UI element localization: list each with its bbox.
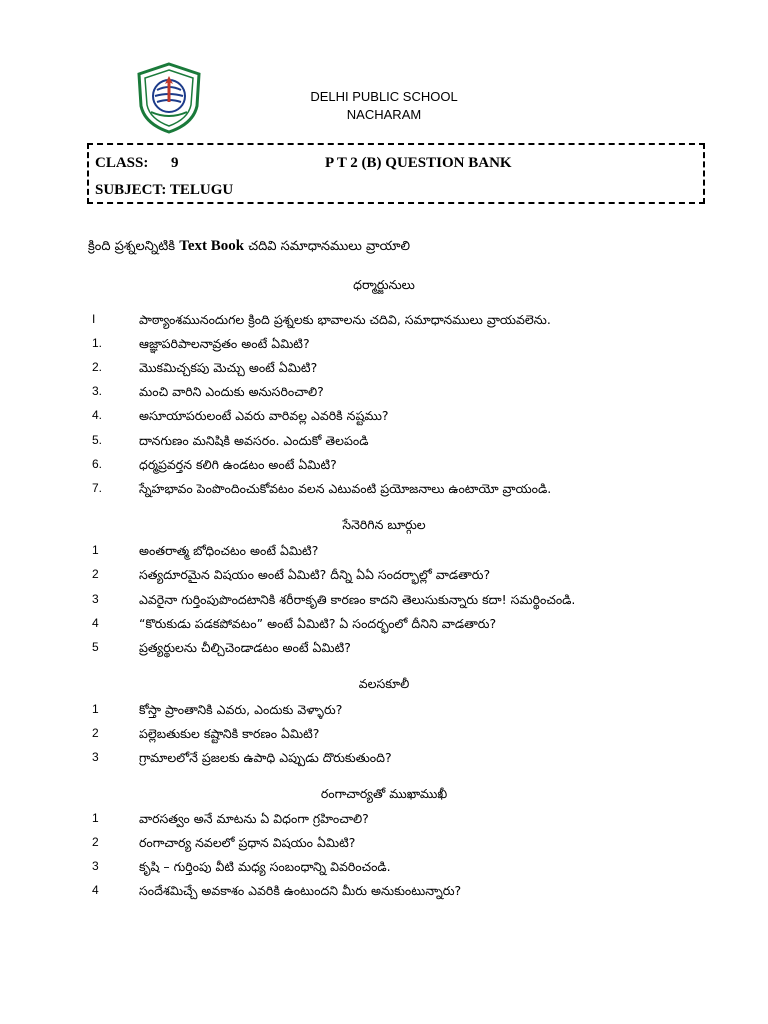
question-row [92,457,712,477]
question-text: అంతరాత్మ బోధించటం అంటే ఏమిటి? [139,543,319,558]
question-number: 1 [92,702,99,716]
question-number: 2 [92,835,99,849]
question-number: 3 [92,591,99,606]
instruction [88,238,410,257]
question-text: అసూయాపరులంటే ఎవరు వారివల్ల ఎవరికి నష్టము? [139,408,389,424]
question-row [92,811,712,831]
question-row [92,883,712,903]
question-row [92,859,712,879]
question-text: వారసత్వం అనే మాటను ఏ విధంగా గ్రహించాలి? [139,811,369,826]
question-number: I [92,312,96,326]
question-row [92,567,712,587]
question-number: 1. [92,336,103,351]
class-value: 9 [171,155,179,171]
question-row [92,750,712,770]
question-text: గ్రామాలలోనే ప్రజలకు ఉపాధి ఎప్పుడు దొరుకుతుంది? [139,750,392,765]
question-text: పల్లెబతుకుల కష్టానికి కారణం ఏమిటి? [139,726,320,741]
question-text: ధర్మప్రవర్తన కలిగి ఉండటం అంటే ఏమిటి? [139,456,337,472]
section-title: ధర్మార్జునులు [353,277,415,292]
question-number: 3 [92,859,99,873]
question-text: కృషి – గుర్తింపు వీటి మధ్య సంబంధాన్ని వివరించండి. [139,859,391,874]
question-number: 2 [92,567,99,582]
exam-title: P T 2 (B) QUESTION BANK [325,155,512,171]
question-number: 5. [92,432,103,447]
question-text: సందేశమిచ్చే అవకాశం ఎవరికి ఉంటుందని మీరు అనుకుంటున్నారు? [139,883,462,898]
question-text: రంగాచార్య నవలలో ప్రధాన విషయం ఏమిటి? [139,835,356,850]
question-number: 4 [92,615,99,630]
question-number: 3. [92,384,103,399]
question-number: 2. [92,360,103,375]
section-title: రంగాచార్యతో ముఖాముఖీ [320,786,448,801]
question-row [92,312,712,332]
question-text: మొకమిచ్చకపు మెచ్చు అంటే ఏమిటి? [139,360,318,376]
question-text: “కొరుకుడు పడకపోవటం” అంటే ఏమిటి? ఏ సందర్భంలో దీనిని వాడతారు? [139,615,497,631]
school-branch: NACHARAM [346,107,422,122]
section-title: సేనెరిగిన బూర్గుల [342,517,426,532]
section-title: వలసకూలీ [358,676,410,691]
question-number: 1 [92,543,99,557]
question-row [92,360,712,380]
question-row [92,408,712,428]
question-row [92,835,712,855]
class-label: CLASS: [95,155,149,171]
instruction-before: క్రింది ప్రశ్నలన్నిటికి [88,239,180,254]
school-name: DELHI PUBLIC SCHOOL [310,89,458,104]
question-text: స్నేహభావం పెంపొందించుకోవటం వలన ఎటువంటి ప్రయోజనాలు ఉంటాయో వ్రాయండి. [139,480,552,496]
question-text: మంచి వారిని ఎందుకు అనుసరించాలి? [139,384,324,400]
question-text: దానగుణం మనిషికి అవసరం. ఎందుకో తెలపండి [139,432,369,448]
question-text: కోస్తా ప్రాంతానికి ఎవరు, ఎందుకు వెళ్ళారు? [139,702,343,717]
question-text: సత్యదూరమైన విషయం అంటే ఏమిటి? దీన్ని ఏఏ సందర్భాల్లో వాడతారు? [139,567,491,583]
question-number: 2 [92,726,99,740]
question-row [92,640,712,660]
question-text: ప్రత్యర్థులను చీల్చిచెండాడటం అంటే ఏమిటి? [139,640,351,656]
exam-header-box [87,143,705,204]
instruction-after: చదివి సమాధానములు వ్రాయాలి [244,239,411,254]
question-row [92,726,712,746]
question-number: 5 [92,640,99,655]
question-row [92,702,712,722]
question-row [92,592,712,612]
question-row [92,543,712,563]
question-number: 3 [92,750,99,764]
question-text: పాఠ్యాంశమునందుగల క్రింది ప్రశ్నలకు భావాలను చదివి, సమాధానములు వ్రాయవలెను. [139,312,551,327]
question-text: ఎవరైనా గుర్తింపుపొందటానికి శరీరాకృతి కారణం కాదని తెలుసుకున్నారు కదా! సమర్థించండి. [139,591,576,607]
question-text: ఆజ్ఞాపరిపాలనావ్రతం అంటే ఏమిటి? [139,336,310,352]
question-row [92,336,712,356]
question-number: 1 [92,811,99,825]
instruction-bold: Text Book [179,238,245,254]
question-row [92,384,712,404]
question-number: 4 [92,883,99,897]
question-number: 7. [92,480,103,495]
subject-line: SUBJECT: TELUGU [95,182,234,198]
question-row [92,616,712,636]
question-number: 4. [92,408,103,423]
question-number: 6. [92,456,103,471]
question-row [92,481,712,501]
question-row [92,433,712,453]
